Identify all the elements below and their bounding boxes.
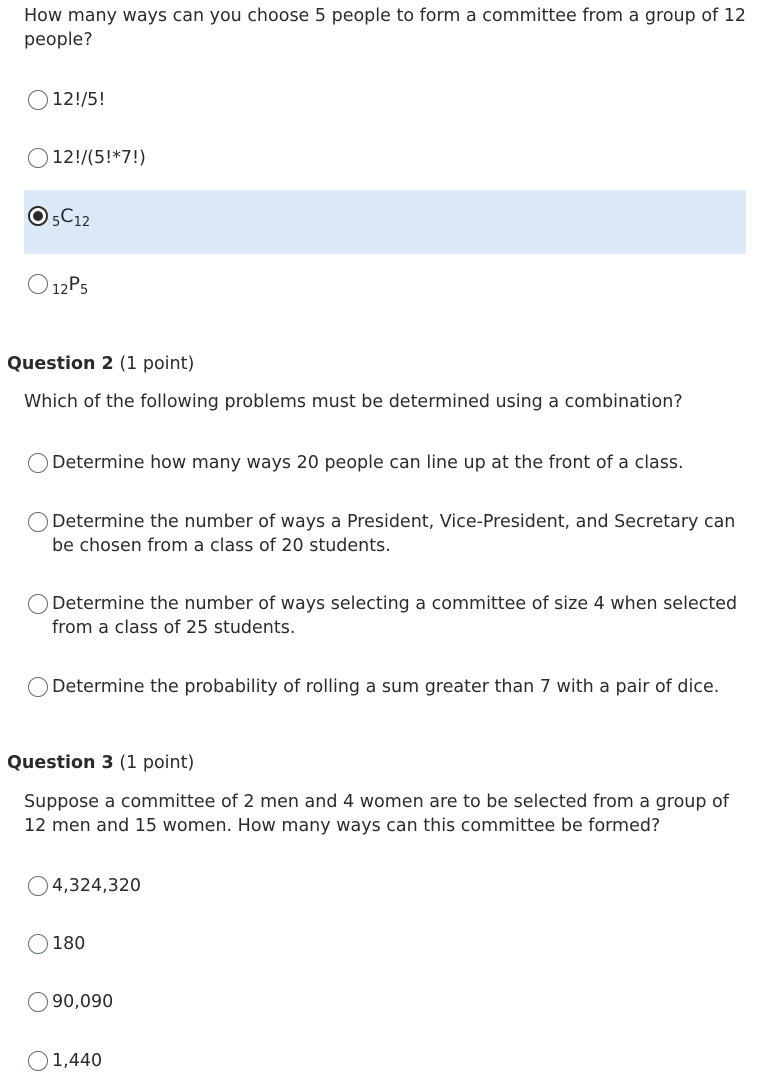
radio-button[interactable] (28, 148, 48, 168)
radio-button[interactable] (28, 274, 48, 294)
q3-option-4[interactable] (24, 1049, 746, 1073)
q2-option-4[interactable] (24, 675, 746, 699)
option-label: 12!/(5!*7!) (52, 148, 146, 168)
option-label: 90,090 (52, 992, 114, 1012)
question-3-prompt: Suppose a committee of 2 men and 4 women are to be selected from a group of 12 men and 15 women. How many ways can this committee be formed? (24, 792, 729, 836)
question-label: Question 2 (7, 354, 114, 374)
question-label: Question 3 (7, 753, 114, 773)
q3-option-3[interactable] (24, 990, 746, 1014)
option-label: 12!/5! (52, 90, 106, 110)
q1-option-4[interactable] (24, 272, 746, 297)
option-label (52, 204, 746, 229)
radio-button[interactable] (28, 992, 48, 1012)
option-main-symbol: C (60, 205, 74, 227)
q1-option-3[interactable] (24, 190, 746, 254)
radio-button[interactable] (28, 876, 48, 896)
option-label: 4,324,320 (52, 876, 142, 896)
option-subscript-pre: 12 (52, 283, 69, 298)
q2-option-2[interactable] (24, 510, 746, 558)
question-2-header (7, 352, 194, 376)
radio-button[interactable] (28, 453, 48, 473)
question-3-header (7, 751, 194, 775)
q3-option-2[interactable] (24, 932, 746, 956)
radio-button[interactable] (28, 1051, 48, 1071)
q2-option-3[interactable] (24, 592, 746, 640)
radio-button[interactable] (28, 934, 48, 954)
radio-button[interactable] (28, 90, 48, 110)
question-points: (1 point) (119, 753, 195, 773)
option-label: 180 (52, 934, 86, 954)
option-label: Determine the probability of rolling a sum greater than 7 with a pair of dice. (52, 677, 720, 697)
option-label: Determine how many ways 20 people can line up at the front of a class. (52, 453, 684, 473)
q1-option-1[interactable] (24, 88, 746, 112)
question-1-prompt: How many ways can you choose 5 people to form a committee from a group of 12 people? (24, 6, 747, 50)
radio-button-checked[interactable] (28, 206, 48, 226)
option-subscript-post: 5 (80, 283, 89, 298)
radio-button[interactable] (28, 677, 48, 697)
option-subscript-post: 12 (73, 215, 91, 230)
question-2-prompt: Which of the following problems must be determined using a combination? (24, 392, 683, 412)
option-subscript-pre: 5 (52, 215, 61, 230)
question-points: (1 point) (119, 354, 195, 374)
q2-option-1[interactable] (24, 451, 746, 475)
option-main-symbol: P (68, 273, 81, 295)
q3-option-1[interactable] (24, 874, 746, 898)
option-label: Determine the number of ways a President, Vice-President, and Secretary can be chosen from a class of 20 students. (52, 512, 736, 556)
option-label (52, 272, 746, 297)
q1-option-2[interactable] (24, 146, 746, 170)
radio-button[interactable] (28, 512, 48, 532)
radio-button[interactable] (28, 594, 48, 614)
option-label: 1,440 (52, 1051, 103, 1071)
option-label: Determine the number of ways selecting a committee of size 4 when selected from a class of 25 students. (52, 594, 738, 638)
